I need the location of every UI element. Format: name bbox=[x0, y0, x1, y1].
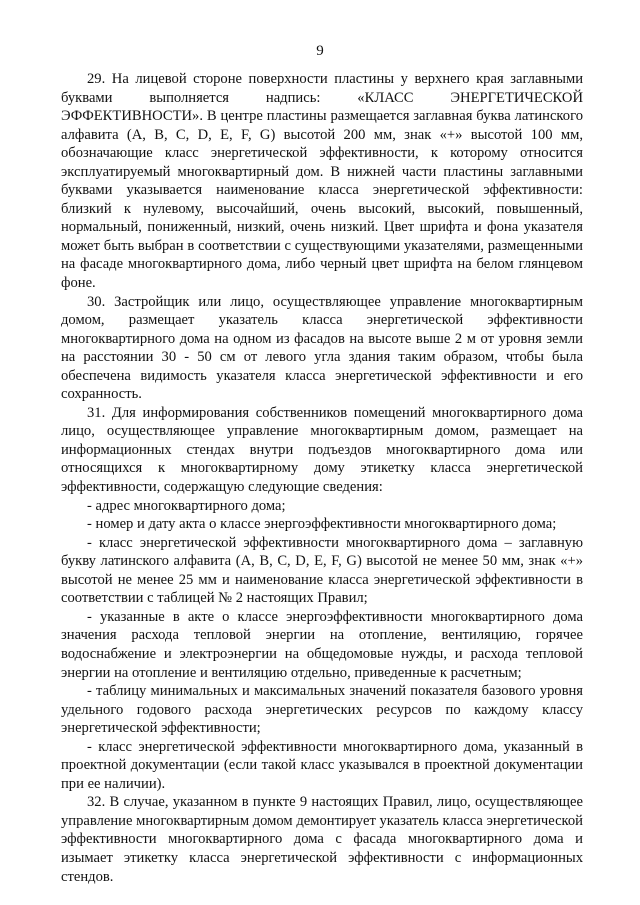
paragraph-30: 30. Застройщик или лицо, осуществляющее управление многоквартирным домом, размещает указатель класса энергетической эффективности многоквартирного дома на одном из фасадов на высоте выше 2 м от уровня земли на расстоянии 30 - 50 см от левого угла здания таким образом, чтобы была обеспечена видимость указателя класса энергетической эффективности и его сохранность. bbox=[61, 293, 583, 403]
list-item-design-class: - класс энергетической эффективности многоквартирного дома, указанный в проектной документации (если такой класс указывался в проектной документации при ее наличии). bbox=[61, 738, 583, 792]
list-item-act-number: - номер и дату акта о классе энергоэффективности многоквартирного дома; bbox=[87, 516, 557, 533]
document-body bbox=[61, 70, 583, 886]
list-item-baseline-table: - таблицу минимальных и максимальных значений показателя базового уровня удельного годового расхода энергетических ресурсов по каждому классу энергетической эффективности; bbox=[61, 683, 583, 737]
paragraph-32: 32. В случае, указанном в пункте 9 настоящих Правил, лицо, осуществляющее управление многоквартирным домом демонтирует указатель класса энергетической эффективности многоквартирного дома с фасада многоквартирного дома и изымает этикетку класса энергетической эффективности с информационных стендов. bbox=[61, 794, 583, 885]
list-item-efficiency-class: - класс энергетической эффективности многоквартирного дома – заглавную букву латинского алфавита (A, B, C, D, E, F, G) высотой не менее 50 мм, знак «+» высотой не менее 25 мм и наименование класса энергетической эффективности в соответствии с таблицей № 2 настоящих Правил; bbox=[61, 534, 583, 607]
list-item-address: - адрес многоквартирного дома; bbox=[87, 497, 286, 514]
paragraph-31: 31. Для информирования собственников помещений многоквартирного дома лицо, осуществляющее управление многоквартирным домом, размещает на информационных стендах внутри подъездов многоквартирного дома или относящихся к многоквартирному дому этикетку класса энергетической эффективности, содержащую следующие сведения: bbox=[61, 404, 583, 496]
list-item-consumption-values: - указанные в акте о классе энергоэффективности многоквартирного дома значения расхода тепловой энергии на отопление, вентиляцию, горячее водоснабжение и электроэнергии на общедомовые нужды, и расхода тепловой энергии на отопление и вентиляцию отдельно, приведенные к расчетным; bbox=[61, 608, 583, 681]
paragraph-29: 29. На лицевой стороне поверхности пластины у верхнего края заглавными буквами выполняется надпись: «КЛАСС ЭНЕРГЕТИЧЕСКОЙ ЭФФЕКТИВНОСТИ». В центре пластины размещается заглавная буква латинского алфавита (A, B, C, D, E, F, G) высотой 200 мм, знак «+» высотой 100 мм, обозначающие класс энергетической эффективности, к которому относится эксплуатируемый многоквартирный дом. В нижней части пластины заглавными буквами указывается наименование класса энергетической эффективности: близкий к нулевому, высочайший, очень высокий, высокий, повышенный, нормальный, пониженный, низкий, очень низкий. Цвет шрифта и фона указателя может быть выбран в соответствии с существующими указателями, размещенными на фасаде многоквартирного дома, либо черный цвет шрифта на белом глянцевом фоне. bbox=[61, 71, 583, 292]
page-number: 9 bbox=[316, 43, 324, 59]
